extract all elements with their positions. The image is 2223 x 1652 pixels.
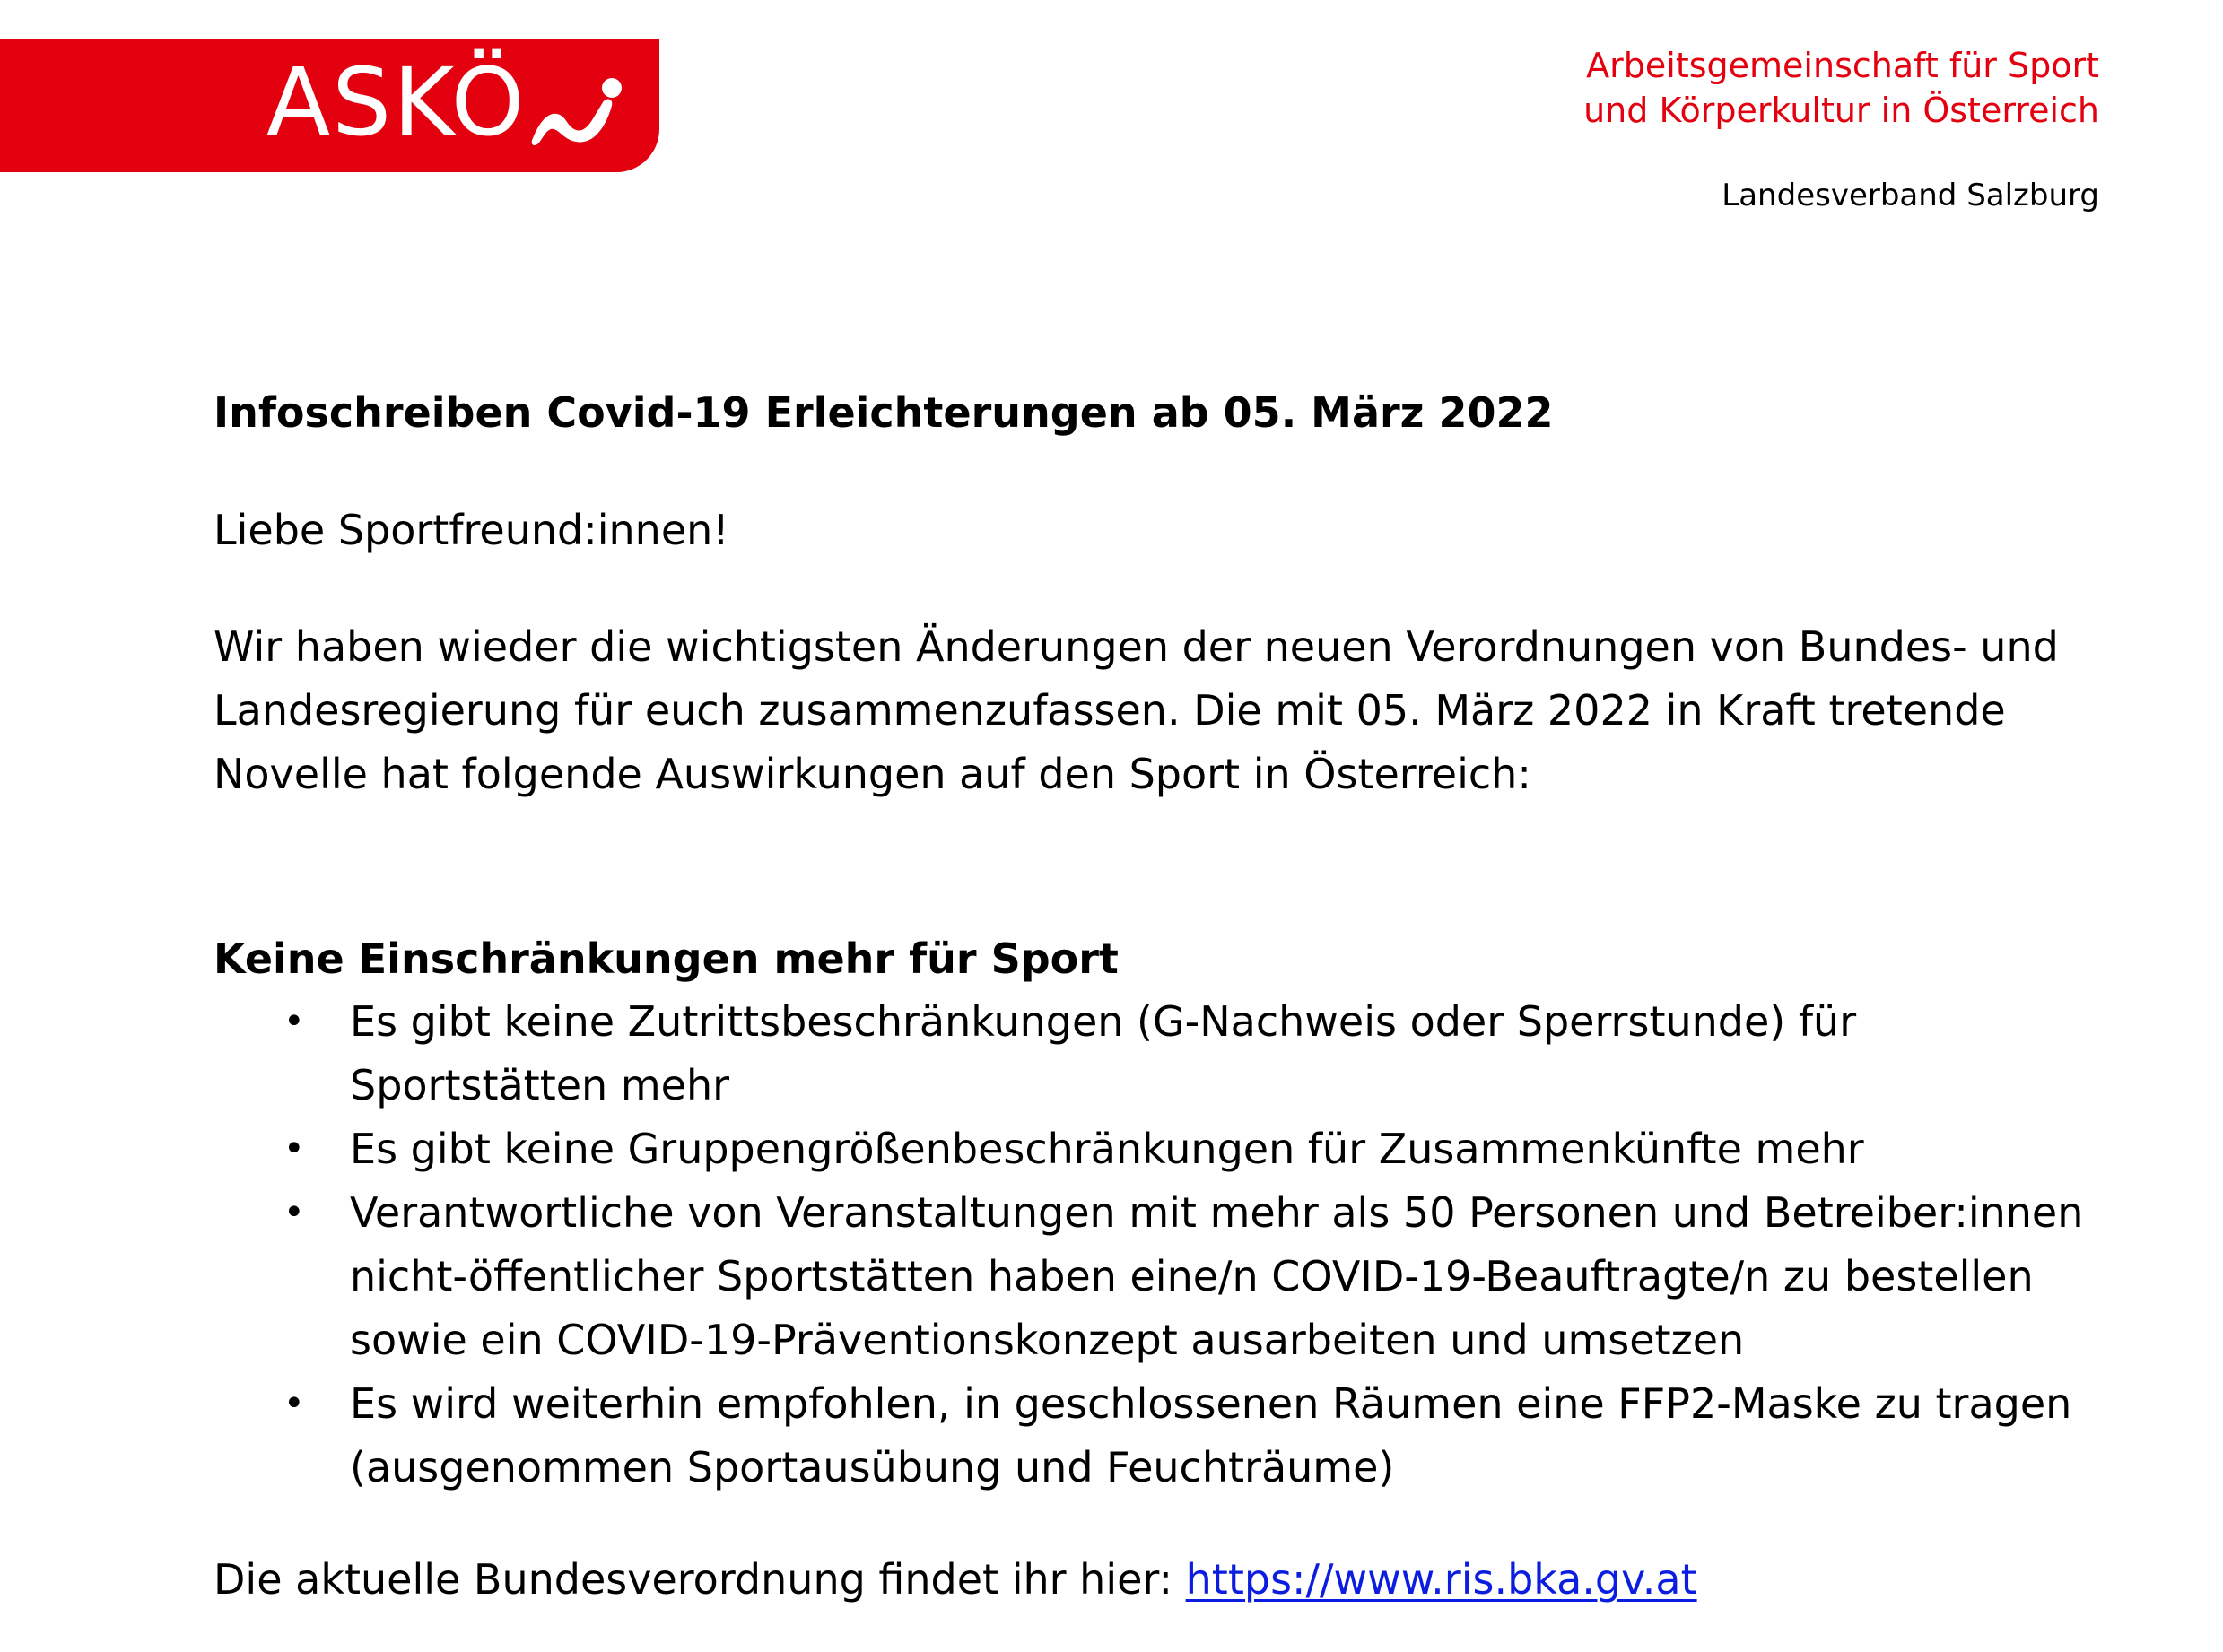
list-item <box>214 1117 2115 1181</box>
list-item-line: nicht-öffentlicher Sportstätten haben eine/n COVID-19-Beauftragte/n zu bestellen <box>350 1252 2034 1300</box>
logo-wordmark: ASKÖ <box>266 48 527 157</box>
list-item <box>214 1181 2115 1372</box>
list-item-line: sowie ein COVID-19-Präventionskonzept ausarbeiten und umsetzen <box>350 1316 1745 1364</box>
org-name-line: Arbeitsgemeinschaft für Sport <box>1586 46 2099 85</box>
organization-name <box>1583 43 2099 133</box>
list-item-line: Es gibt keine Gruppengrößenbeschränkungen für Zusammenkünfte mehr <box>350 1125 1864 1173</box>
section-heading: Keine Einschränkungen mehr für Sport <box>214 935 1119 983</box>
bullet-list <box>214 990 2115 1500</box>
intro-paragraph <box>214 615 2115 806</box>
list-item-line: (ausgenommen Sportausübung und Feuchträume) <box>350 1443 1395 1491</box>
intro-line: Landesregierung für euch zusammenzufassen. Die mit 05. März 2022 in Kraft tretende <box>214 686 2006 735</box>
list-item <box>214 990 2115 1117</box>
footer-text: Die aktuelle Bundesverordnung findet ihr hier: <box>214 1555 1186 1604</box>
greeting: Liebe Sportfreund:innen! <box>214 506 729 554</box>
intro-line: Novelle hat folgende Auswirkungen auf den Sport in Österreich: <box>214 750 1531 798</box>
region-label: Landesverband Salzburg <box>1722 178 2099 213</box>
list-item <box>214 1372 2115 1500</box>
list-item-line: Es wird weiterhin empfohlen, in geschlossenen Räumen eine FFP2-Maske zu tragen <box>350 1379 2072 1428</box>
bullet-icon: • <box>283 1383 305 1424</box>
list-item-line: Sportstätten mehr <box>350 1061 730 1109</box>
list-item-line: Verantwortliche von Veranstaltungen mit mehr als 50 Personen und Betreiber:innen <box>350 1188 2084 1237</box>
askoe-figure-icon <box>527 75 628 151</box>
bullet-icon: • <box>283 1001 305 1042</box>
footer-reference <box>214 1548 1697 1612</box>
bullet-icon: • <box>283 1128 305 1169</box>
bullet-icon: • <box>283 1192 305 1233</box>
org-name-line: und Körperkultur in Österreich <box>1583 91 2099 130</box>
list-item-line: Es gibt keine Zutrittsbeschränkungen (G-Nachweis oder Sperrstunde) für <box>350 997 1857 1046</box>
document-title: Infoschreiben Covid-19 Erleichterungen ab 05. März 2022 <box>214 388 1554 437</box>
ris-link[interactable]: https://www.ris.bka.gv.at <box>1185 1555 1697 1604</box>
intro-line: Wir haben wieder die wichtigsten Änderungen der neuen Verordnungen von Bundes- und <box>214 622 2059 671</box>
